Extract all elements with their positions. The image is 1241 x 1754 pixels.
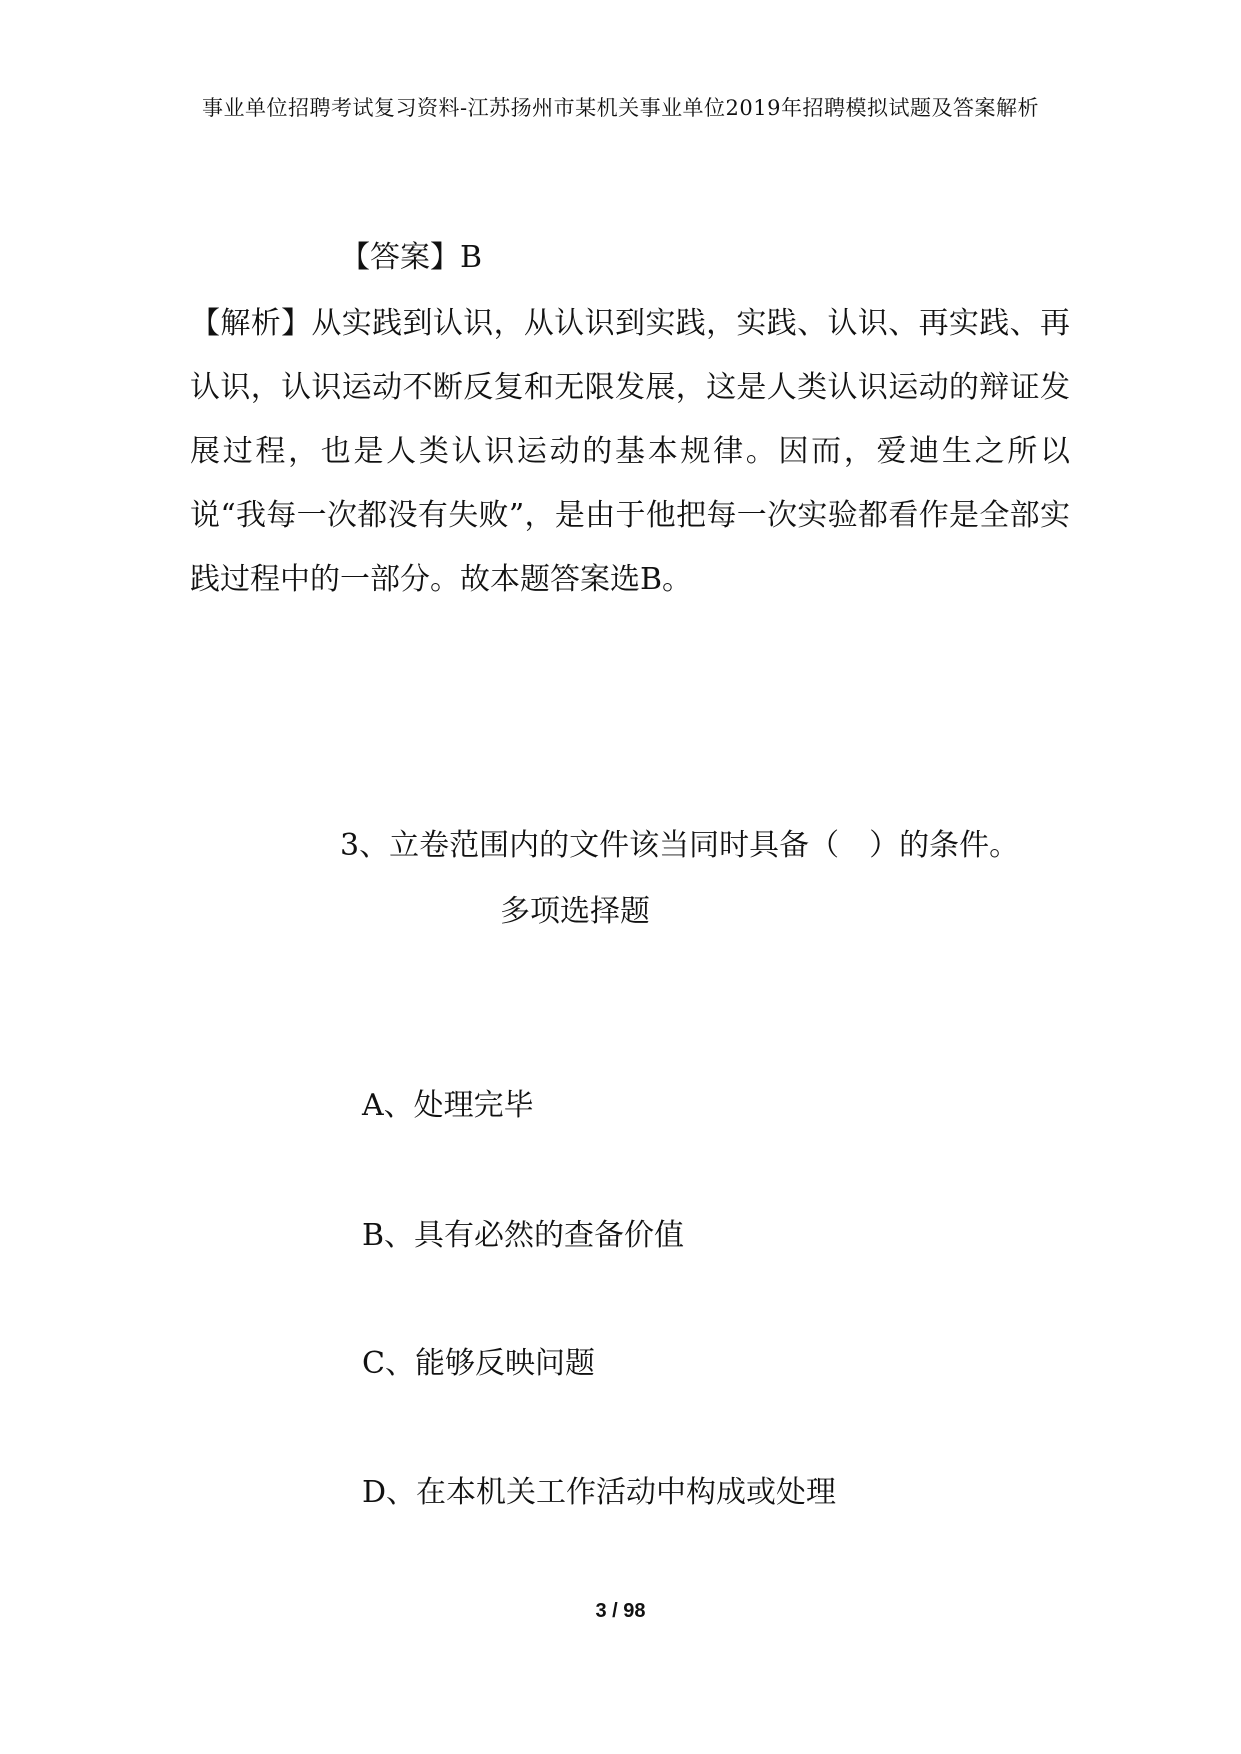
page-number: 3 / 98 <box>595 1600 646 1622</box>
question-stem: 3、立卷范围内的文件该当同时具备（ ）的条件。 <box>340 828 1020 863</box>
page-header: 事业单位招聘考试复习资料-江苏扬州市某机关事业单位2019年招聘模拟试题及答案解析 <box>201 96 1040 120</box>
answer-label: 【答案】B <box>340 240 483 275</box>
option-d: D、在本机关工作活动中构成或处理 <box>362 1475 837 1510</box>
option-b: B、具有必然的查备价值 <box>362 1218 685 1253</box>
analysis-paragraph: 【解析】从实践到认识，从认识到实践，实践、认识、再实践、再认识，认识运动不断反复和无限发展，这是人类认识运动的辩证发展过程，也是人类认识运动的基本规律。因而，爱迪生之所以说“我每一次都没有失败”，是由于他把每一次实验都看作是全部实践过程中的一部分。故本题答案选B。 <box>190 306 1070 597</box>
option-c: C、能够反映问题 <box>362 1346 595 1381</box>
question-type: 多项选择题 <box>500 894 650 929</box>
option-a: A、处理完毕 <box>362 1088 534 1123</box>
